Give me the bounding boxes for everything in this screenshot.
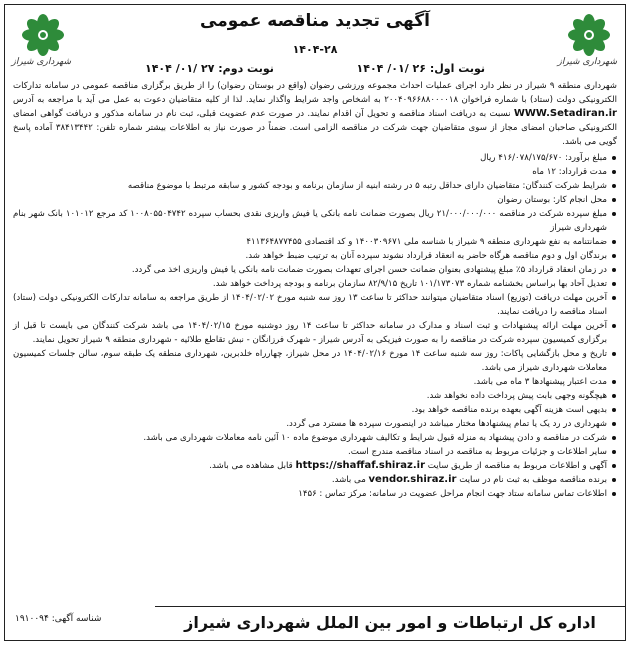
shaffaf-link[interactable]: https://shaffaf.shiraz.ir <box>295 460 426 471</box>
intro-paragraph <box>13 79 617 149</box>
vendor-link[interactable]: vendor.shiraz.ir <box>368 474 457 485</box>
list-item: مبلغ سپرده شرکت در مناقصه ۲۱/۰۰۰/۰۰۰/۰۰۰ ریال بصورت ضمانت نامه بانکی یا فیش واریزی نقدی بحساب سپرده ۱۰۰۸۰۵۵۰۴۷۴۲ کد مرجع ۱۰۱۰۱۲ بانک شهر بنام شهرداری شیراز <box>13 207 617 235</box>
publish-dates <box>145 62 485 75</box>
vendor-text: برنده مناقصه موظف به ثبت نام در سایت <box>459 475 607 485</box>
list-item: شرکت در مناقصه و دادن پیشنهاد به منزله قبول شرایط و تکالیف شهرداری موضوع ماده ۱۰ آئین نامه معاملات شهرداری می باشد. <box>13 431 617 445</box>
list-item: مدت قرارداد: ۱۲ ماه <box>13 165 617 179</box>
conditions-list <box>13 151 617 501</box>
list-item: آخرین مهلت ارائه پیشنهادات و ثبت اسناد و مدارک در سامانه حداکثر تا ساعت ۱۴ روز دوشنبه مورخ ۱۴۰۴/۰۲/۱۵ می باشد شرکت کنندگان می بایست تا قبل از برگزاری کمیسیون سپرده شرکت در مناقصه را به صورت فیزیکی به آدرس شیراز - شهرک فرزانگان - نبش تقاطع طلائیه - شهرداری منطقه ۹ شیراز تحویل نمایند. <box>13 319 617 347</box>
logo-signature: شهرداری شیراز <box>557 57 617 67</box>
logo-signature: شهرداری شیراز <box>11 57 71 67</box>
footer-organization: اداره کل ارتباطات و امور بین الملل شهرداری شیراز <box>155 606 625 632</box>
list-item: محل انجام کار: بوستان رضوان <box>13 193 617 207</box>
list-item: در زمان انعقاد قرارداد ۵٪ مبلغ پیشنهادی بعنوان ضمانت حسن اجرای تعهدات بصورت ضمانت نامه بانکی یا فیش واریزی اخذ می گردد. <box>13 263 617 277</box>
contact-item: اطلاعات تماس سامانه ستاد جهت انجام مراحل عضویت در سامانه: مرکز تماس : ۱۴۵۶ <box>13 487 617 501</box>
list-item: ضمانتنامه به نفع شهرداری منطقه ۹ شیراز با شناسه ملی ۱۴۰۰۳۰۹۶۷۱ و کد اقتصادی ۴۱۱۳۶۴۸۷۷۴۵۵ <box>13 235 617 249</box>
shaffaf-text-end: قابل مشاهده می باشد. <box>209 461 293 471</box>
notice-title: آگهی تجدید مناقصه عمومی <box>200 11 430 31</box>
notice-body <box>13 79 617 598</box>
list-item: مدت اعتبار پیشنهادها ۳ ماه می باشد. <box>13 375 617 389</box>
shaffaf-item <box>13 459 617 473</box>
list-item: تاریخ و محل بازگشایی پاکات: روز سه شنبه ساعت ۱۴ مورخ ۱۴۰۴/۰۲/۱۶ در محل شیراز، چهارراه خلدبرین، شهرداری منطقه یک طبقه سوم، سالن جلسات کمیسیون معاملات شهرداری شیراز می باشد. <box>13 347 617 375</box>
list-item: آخرین مهلت دریافت (توزیع) اسناد متقاضیان میتوانند حداکثر تا ساعت ۱۳ روز سه شنبه مورخ ۱۴۰۴/۰۲/۰۲ از طریق مراجعه به سامانه تدارکات الکترونیکی دولت (ستاد) اسناد مناقصه را دریافت نمایند. <box>13 291 617 319</box>
intro-text-b: نسبت به دریافت اسناد مناقصه و تحویل آن اقدام نمایند. در صورت عدم عضویت قبلی، ثبت نام در سامانه مذکور و دریافت گواهی امضای الکترونیکی صاحبان امضای مجاز از سوی متقاضیان جهت شرکت در مناقصه الزامی است. ضمناً در صورت نیاز به اطلاعات بیشتر شماره تلفن: ۳۸۴۱۳۴۴۲ آماده پاسخ گویی می باشد. <box>13 109 617 147</box>
list-item: برندگان اول و دوم مناقصه هرگاه حاضر به انعقاد قرارداد نشوند سپرده آنان به ترتیب ضبط خواهد شد. <box>13 249 617 263</box>
first-publish-date: نوبت اول: ۲۶ /۰۱/ ۱۴۰۴ <box>356 62 485 75</box>
list-item: شهرداری در رد یک یا تمام پیشنهادها مختار میباشد در اینصورت سپرده ها مسترد می گردد. <box>13 417 617 431</box>
notice-footer <box>5 602 625 640</box>
list-item: سایر اطلاعات و جزئیات مربوط به مناقصه در اسناد مناقصه مندرج است. <box>13 445 617 459</box>
vendor-text-end: می باشد. <box>331 475 366 485</box>
list-item: تعدیل آحاد بها براساس بخشنامه شماره ۱۰۱/۱۷۳۰۷۳ تاریخ ۸۲/۹/۱۵ سازمان برنامه و بودجه پرداخت خواهد شد. <box>13 277 617 291</box>
second-publish-date: نوبت دوم: ۲۷ /۰۱/ ۱۴۰۴ <box>145 62 274 75</box>
notice-reference: ۱۴۰۴-۲۸ <box>292 43 338 56</box>
list-item: شرایط شرکت کنندگان: متقاضیان دارای حداقل رتبه ۵ در رشته ابنیه از سازمان برنامه و بودجه کشور و سابقه مرتبط با موضوع مناقصه <box>13 179 617 193</box>
list-item: مبلغ برآورد: ۴۱۶/۰۷۸/۱۷۵/۶۷۰ ریال <box>13 151 617 165</box>
setad-link[interactable]: WWW.Setadiran.ir <box>513 108 617 119</box>
ad-identifier: شناسه آگهی: ۱۹۱۰۰۹۴ <box>15 614 102 624</box>
shaffaf-text: آگهی و اطلاعات مربوط به مناقصه از طریق سایت <box>427 461 607 471</box>
list-item: هیچگونه وجهی بابت پیش پرداخت داده نخواهد شد. <box>13 389 617 403</box>
list-item: بدیهی است هزینه آگهی بعهده برنده مناقصه خواهد بود. <box>13 403 617 417</box>
vendor-item <box>13 473 617 487</box>
intro-text-a: شهرداری منطقه ۹ شیراز در نظر دارد اجرای عملیات احداث مجموعه ورزشی رضوان (واقع در بوستان رضوان) را از طریق برگزاری مناقصه عمومی در سامانه تدارکات الکترونیکی دولت (ستاد) با شماره فراخوان ۲۰۰۴۰۹۶۶۸۸۰۰۰۰۱۸ به اشخاص واجد شرایط واگذار نماید. لذا از کلیه متقاضیان دعوت به عمل می آید با مراجعه به آدرس <box>13 81 618 105</box>
tender-notice <box>4 4 626 641</box>
